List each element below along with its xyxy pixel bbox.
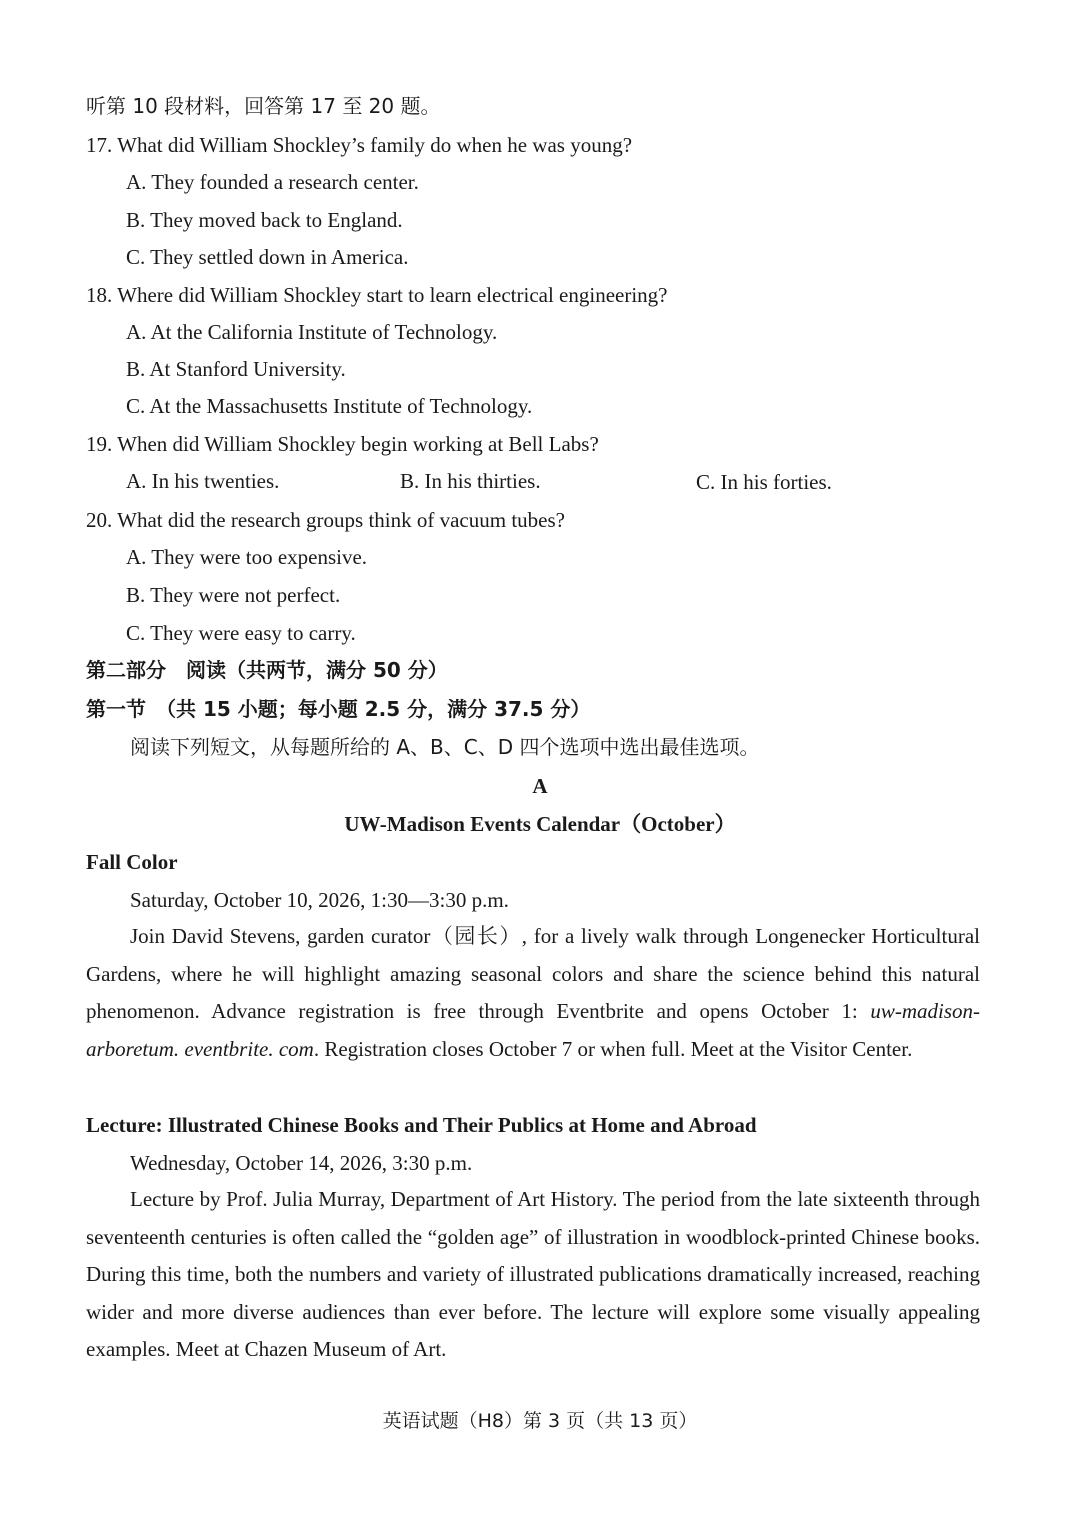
event-body-lecture: Lecture by Prof. Julia Murray, Department of Art History. The period from the late sixteenth through seventeenth centuries is often called the “golden age” of illustration in woodblock-printed Chinese books. During this time, both the numbers and variety of illustrated publications dramatically increased, reaching wider and more diverse audiences than ever before. The lecture will explore some visually appealing examples. Meet at Chazen Museum of Art.: [86, 1187, 980, 1361]
event-body-text-1: Join David Stevens, garden curator（园长）, for a lively walk through Longenecker Horticultural Gardens, where he will highlight amazing seasonal colors and share the science behind this natural phenomenon. Advance registration is free through Eventbrite and opens October 1:: [86, 924, 980, 1023]
q20-option-b: B. They were not perfect.: [126, 583, 341, 607]
q20-option-c: C. They were easy to carry.: [126, 621, 356, 645]
q19-option-a: A. In his twenties.: [126, 469, 280, 493]
q17-option-c: C. They settled down in America.: [126, 245, 409, 269]
page-footer: 英语试题（H8）第 3 页（共 13 页）: [382, 1410, 698, 1432]
part-two-heading: 第二部分 阅读（共两节，满分 50 分）: [86, 658, 448, 682]
event-title-lecture: Lecture: Illustrated Chinese Books and Their Publics at Home and Abroad: [86, 1113, 757, 1137]
event-body-fall-color: [86, 918, 980, 1068]
listening-intro: 听第 10 段材料，回答第 17 至 20 题。: [86, 94, 441, 118]
q17-option-b: B. They moved back to England.: [126, 208, 403, 232]
event-body-text-2: . Registration closes October 7 or when full. Meet at the Visitor Center.: [313, 1036, 913, 1061]
registration-link: uw-madison-arboretum. eventbrite. com: [86, 999, 980, 1061]
passage-letter: A: [532, 774, 548, 798]
q18-option-c: C. At the Massachusetts Institute of Technology.: [126, 394, 533, 418]
q17-option-a: A. They founded a research center.: [126, 170, 419, 194]
q18-option-b: B. At Stanford University.: [126, 357, 346, 381]
event-time-fall-color: Saturday, October 10, 2026, 1:30—3:30 p.m.: [130, 888, 509, 912]
question-18: 18. Where did William Shockley start to learn electrical engineering?: [86, 283, 668, 307]
q18-option-a: A. At the California Institute of Technology.: [126, 320, 498, 344]
q20-option-a: A. They were too expensive.: [126, 545, 368, 569]
reading-instruction: 阅读下列短文，从每题所给的 A、B、C、D 四个选项中选出最佳选项。: [130, 735, 760, 759]
q19-option-c: C. In his forties.: [696, 470, 832, 494]
question-19: 19. When did William Shockley begin working at Bell Labs?: [86, 432, 599, 456]
event-title-fall-color: Fall Color: [86, 850, 178, 874]
q19-option-b: B. In his thirties.: [400, 469, 541, 493]
passage-title: UW-Madison Events Calendar（October）: [344, 812, 736, 836]
section-one-heading: 第一节 （共 15 小题；每小题 2.5 分，满分 37.5 分）: [86, 697, 591, 721]
event-time-lecture: Wednesday, October 14, 2026, 3:30 p.m.: [130, 1151, 473, 1175]
question-20: 20. What did the research groups think of vacuum tubes?: [86, 508, 565, 532]
question-17: 17. What did William Shockley’s family do when he was young?: [86, 133, 633, 157]
